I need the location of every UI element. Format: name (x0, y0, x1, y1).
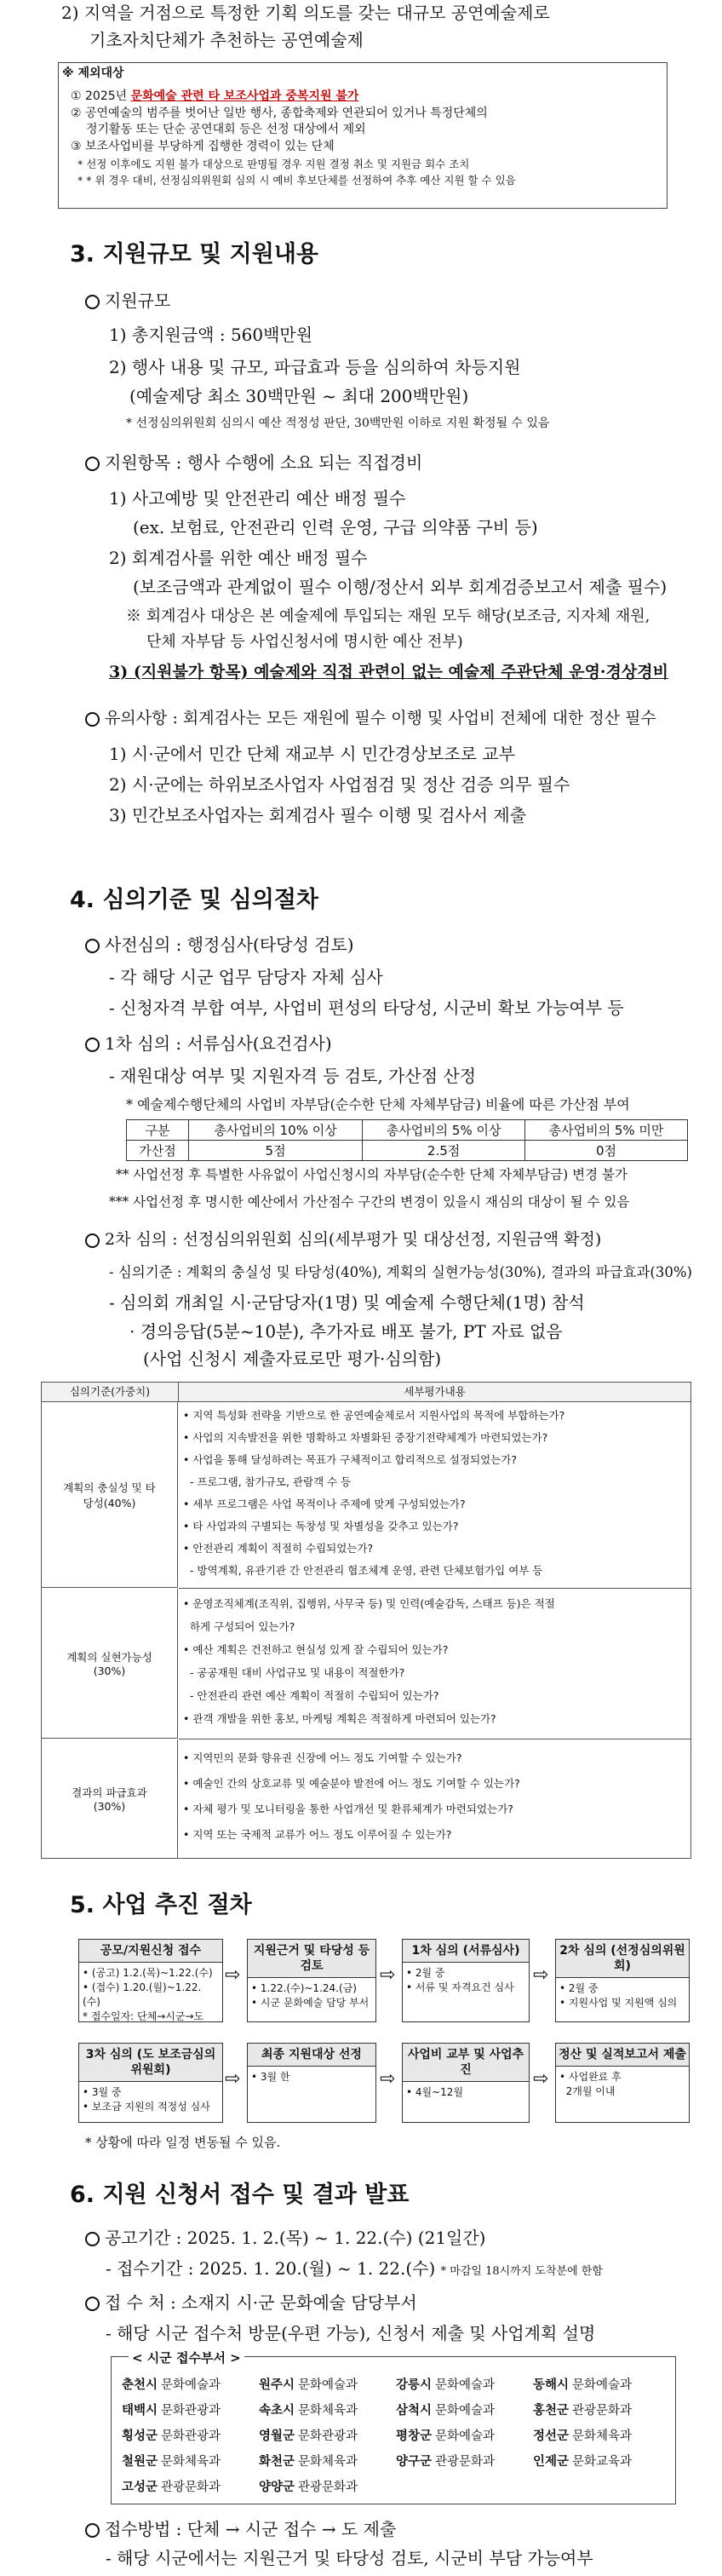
dept-name: 문화예술과 (161, 2378, 221, 2392)
dept-cell (396, 2452, 533, 2470)
bonus-cell-1: 5점 (189, 1141, 363, 1161)
caution-item-2: 2) 시·군에는 하위보조사업자 사업점검 및 정산 검증 의무 필수 (109, 774, 570, 795)
exclusion-item-2-line1: ② 공연예술의 범주를 벗어난 일반 행사, 종합축제와 연관되어 있거나 특정단체의 (71, 106, 488, 120)
criteria-line: • 관객 개발을 위한 홍보, 마케팅 계획은 적절하게 마련되어 있는가? (183, 1712, 496, 1725)
dept-cell (259, 2426, 396, 2444)
criteria-line: • 지역 특성화 전략을 기반으로 한 공연예술제로서 지원사업의 목적에 부합하는가? (183, 1409, 565, 1422)
criteria-line: • 예산 계획은 건전하고 현실성 있게 잘 수립되어 있는가? (183, 1643, 449, 1656)
dept-city: 태백시 (122, 2403, 158, 2418)
bonus-cell-3: 0점 (525, 1141, 688, 1161)
first-review-note-2: ** 사업선정 후 특별한 사유없이 사업신청시의 자부담(순수한 단체 자체부담금) 변경 불가 (116, 1167, 627, 1182)
dept-cell (533, 2426, 670, 2444)
bonus-header-3: 총사업비의 5% 미만 (525, 1120, 688, 1141)
step-line: 2개월 이내 (559, 2085, 616, 2097)
bonus-header-2: 총사업비의 5% 이상 (363, 1120, 525, 1141)
first-review-1: - 재원대상 여부 및 지원자격 등 검토, 가산점 산정 (109, 1066, 477, 1086)
second-review-1: - 심의기준 : 계획의 충실성 및 타당성(40%), 계획의 실현가능성(30%), 결과의 파급효과(30%) (109, 1264, 692, 1280)
pre-review-2: - 신청자격 부합 여부, 사업비 편성의 타당성, 시군비 확보 가능여부 등 (109, 998, 624, 1018)
dept-name: 문화교육과 (572, 2454, 633, 2469)
criteria-line: • 지역민의 문화 향유권 신장에 어느 정도 기여할 수 있는가? (183, 1751, 462, 1764)
step-line: • 보조금 지원의 적정성 심사 (83, 2101, 210, 2113)
dept-city: 인제군 (533, 2454, 570, 2469)
criteria-line: • 자체 평가 및 모니터링을 통한 사업개선 및 환류체계가 마련되었는가? (183, 1803, 513, 1815)
criteria-line: • 운영조직체계(조직위, 집행위, 사무국 등) 및 인력(예술감독, 스태프 등)은 적절 (183, 1597, 555, 1610)
criteria-line: • 지역 또는 국제적 교류가 어느 정도 이루어질 수 있는가? (183, 1828, 452, 1841)
exclusion-title: ※ 제외대상 (62, 66, 124, 80)
criteria-table (41, 1382, 691, 1859)
dept-cell (122, 2426, 259, 2444)
second-review-2: - 심의회 개최일 시·군담당자(1명) 및 예술제 수행단체(1명) 참석 (109, 1292, 585, 1313)
dept-city: 양구군 (396, 2454, 433, 2469)
dept-city: 횡성군 (122, 2429, 158, 2443)
caution-item-1: 1) 시·군에서 민간 단체 재교부 시 민간경상보조로 교부 (109, 744, 516, 764)
dept-row (122, 2473, 670, 2498)
dept-name: 문화관광과 (161, 2403, 221, 2418)
receipt-place-1: - 해당 시군 접수처 방문(우편 가능), 신청서 제출 및 사업계획 설명 (106, 2323, 596, 2343)
circle-bullet-icon (85, 2232, 100, 2246)
section-5-title: 5. 사업 추진 절차 (70, 1892, 252, 1918)
arrow-right-icon: ⇨ (533, 1964, 549, 1986)
caution-heading: 유의사항 : 회계검사는 모든 재원에 필수 이행 및 사업비 전체에 대한 정산 필수 (85, 707, 656, 729)
dept-cell (533, 2452, 670, 2470)
section-6-title: 6. 지원 신청서 접수 및 결과 발표 (70, 2182, 410, 2208)
dept-cell (122, 2375, 259, 2393)
dept-name: 문화예술과 (572, 2378, 633, 2392)
dept-row (122, 2422, 670, 2447)
criteria-line: - 프로그램, 참가규모, 관람객 수 등 (183, 1475, 352, 1488)
arrow-right-icon: ⇨ (380, 1964, 396, 1986)
exclusion-item-2-line2: 정기활동 또는 단순 공연대회 등은 선정 대상에서 제외 (86, 123, 366, 136)
bonus-header-0: 구분 (127, 1120, 189, 1141)
dept-cell (533, 2375, 670, 2393)
circle-bullet-icon (85, 712, 100, 727)
step-line: • 3월 한 (251, 2071, 290, 2083)
announce-period: 공고기간 : 2025. 1. 2.(목) ~ 1. 22.(수) (21일간) (85, 2227, 486, 2249)
pre-review-heading: 사전심의 : 행정심사(타당성 검토) (85, 934, 354, 956)
criteria-row-3-name: 결과의 파급효과(30%) (42, 1739, 178, 1858)
step-2-head: 지원근거 및 타당성 등 검토 (248, 1940, 375, 1978)
criteria-header-1: 심의기준(가중치) (42, 1383, 179, 1402)
dept-name: 문화체육과 (161, 2454, 221, 2469)
step-line: * 접수일자: 단체→시군→도 (83, 2010, 204, 2022)
arrow-right-icon: ⇨ (380, 2068, 396, 2090)
criteria-line: • 예술인 간의 상호교류 및 예술분야 발전에 어느 정도 기여할 수 있는가? (183, 1777, 520, 1790)
arrow-right-icon: ⇨ (533, 2068, 549, 2090)
dept-city: 원주시 (259, 2378, 295, 2392)
step-line: • 2월 중 (406, 1967, 445, 1979)
dept-city: 삼척시 (396, 2403, 433, 2418)
first-review-heading: 1차 심의 : 서류심사(요건검사) (85, 1032, 332, 1055)
circle-bullet-icon (85, 1038, 100, 1052)
criteria-line: • 안전관리 계획이 적절히 수립되었는가? (183, 1542, 374, 1555)
step-line: • (접수) 1.20.(월)~1.22.(수) (83, 1981, 202, 2008)
dept-name: 문화관광과 (161, 2429, 221, 2443)
dept-name: 관광문화과 (435, 2454, 496, 2469)
step-8-head: 정산 및 실적보고서 제출 (556, 2044, 689, 2067)
step-5 (78, 2043, 223, 2123)
step-5-head: 3차 심의 (도 보조금심의위원회) (79, 2044, 222, 2082)
support-item-1b: (ex. 보험료, 안전관리 인력 운영, 구급 의약품 구비 등) (133, 517, 538, 538)
dept-cell (259, 2401, 396, 2418)
dept-name: 관광문화과 (161, 2480, 221, 2494)
dept-cell (259, 2477, 396, 2495)
support-item-2: 2) 회계검사를 위한 예산 배정 필수 (109, 548, 368, 568)
step-line: • 2월 중 (559, 1982, 599, 1994)
support-item-2b: (보조금액과 관계없이 필수 이행/정산서 외부 회계검증보고서 제출 필수) (133, 577, 668, 597)
criteria-line: 하게 구성되어 있는가? (183, 1620, 295, 1633)
step-6-head: 최종 지원대상 선정 (248, 2044, 375, 2067)
step-6 (247, 2043, 376, 2123)
criteria-row-2-list (183, 1592, 689, 1730)
step-line: • (공고) 1.2.(목)~1.22.(수) (83, 1967, 213, 1979)
circle-bullet-icon (85, 2523, 100, 2538)
criteria-line: - 방역계획, 유관기관 간 안전관리 협조체계 운영, 관련 단체보험가입 여부 등 (183, 1564, 543, 1577)
support-item-2c-line2: 단체 자부담 등 사업신청서에 명시한 예산 전부) (146, 633, 463, 651)
scale-heading: 지원규모 (85, 290, 170, 312)
dept-city: 고성군 (122, 2480, 158, 2494)
receipt-period: - 접수기간 : 2025. 1. 20.(월) ~ 1. 22.(수) * 마감일 18시까지 도착분에 한함 (106, 2258, 603, 2279)
item-2-line2: 기초자치단체가 추천하는 공연예술제 (89, 30, 364, 50)
criteria-header-2: 세부평가내용 (179, 1383, 690, 1402)
scale-item-1: 1) 총지원금액 : 560백만원 (109, 325, 313, 345)
step-line: • 서류 및 자격요건 심사 (406, 1981, 514, 1993)
method: 접수방법 : 단체 → 시군 접수 → 도 제출 (85, 2518, 396, 2540)
circle-bullet-icon (85, 939, 100, 953)
step-line: • 사업완료 후 (559, 2071, 622, 2083)
support-item-3: 3) (지원불가 항목) 예술제와 직접 관련이 없는 예술제 주관단체 운영·경상경비 (109, 663, 668, 681)
step-7-head: 사업비 교부 및 사업추진 (403, 2044, 529, 2082)
dept-cell (259, 2452, 396, 2470)
scale-item-2: 2) 행사 내용 및 규모, 파급효과 등을 심의하여 차등지원 (109, 357, 521, 377)
dept-city: 영월군 (259, 2429, 295, 2443)
step-line: • 3월 중 (83, 2086, 122, 2098)
dept-grid (122, 2371, 670, 2498)
dept-cell (396, 2375, 533, 2393)
dept-city: 속초시 (259, 2403, 295, 2418)
caution-item-3: 3) 민간보조사업자는 회계검사 필수 이행 및 검사서 제출 (109, 805, 527, 825)
step-4 (555, 1939, 690, 2022)
step-7 (402, 2043, 530, 2123)
bonus-header-1: 총사업비의 10% 이상 (189, 1120, 363, 1141)
exclusion-box (58, 62, 668, 209)
dept-name: 관광문화과 (572, 2403, 633, 2418)
criteria-line: - 안전관리 관련 예산 계획이 적절히 수립되어 있는가? (183, 1689, 439, 1702)
step-3 (402, 1939, 530, 2022)
scale-note: * 선정심의위원회 심의시 예산 적정성 판단, 30백만원 이하로 지원 확정될 수 있음 (126, 417, 550, 430)
step-line: • 시군 문화예술 담당 부서 (251, 1997, 370, 2009)
dept-city: 홍천군 (533, 2403, 570, 2418)
step-8 (555, 2043, 690, 2123)
dept-cell (259, 2375, 396, 2393)
first-review-note: * 예술제수행단체의 사업비 자부담(순수한 단체 자체부담금) 비율에 따른 가산점 부여 (126, 1096, 630, 1113)
dept-title: < 시군 접수부서 > (129, 2349, 244, 2366)
criteria-row-3-list (183, 1745, 689, 1848)
bonus-cell-2: 2.5점 (363, 1141, 525, 1161)
items-heading: 지원항목 : 행사 수행에 소요 되는 직접경비 (85, 451, 422, 474)
dept-cell (396, 2401, 533, 2418)
criteria-row-2-name: 계획의 실현가능성(30%) (42, 1589, 178, 1739)
criteria-line: - 공공재원 대비 사업규모 및 내용이 적절한가? (183, 1666, 405, 1679)
dept-city: 춘천시 (122, 2378, 158, 2392)
dept-name: 문화예술과 (298, 2378, 358, 2392)
second-review-heading: 2차 심의 : 선정심의위원회 심의(세부평가 및 대상선정, 지원금액 확정) (85, 1228, 601, 1251)
method-1: - 해당 시군에서는 지원근거 및 타당성 검토, 시군비 부담 가능여부 (106, 2548, 593, 2568)
receipt-place: 접 수 처 : 소재지 시·군 문화예술 담당부서 (85, 2291, 417, 2314)
dept-row (122, 2447, 670, 2473)
bonus-cell-0: 가산점 (127, 1141, 189, 1161)
first-review-note-3: *** 사업선정 후 명시한 예산에서 가산점수 구간의 변경이 있을시 재심의 대상이 될 수 있음 (109, 1194, 630, 1210)
dept-name: 문화체육과 (298, 2454, 358, 2469)
process-note: * 상황에 따라 일정 변동될 수 있음. (85, 2135, 281, 2150)
dept-city: 양양군 (259, 2480, 295, 2494)
second-review-4: (사업 신청시 제출자료로만 평가·심의함) (143, 1348, 442, 1369)
support-item-2c-line1: ※ 회계검사 대상은 본 예술제에 투입되는 재원 모두 해당(보조금, 지자체 재원, (126, 607, 650, 625)
criteria-row-1-name: 계획의 충실성 및 타당성(40%) (42, 1402, 178, 1588)
criteria-line: • 사업을 통해 달성하려는 목표가 구체적이고 합리적으로 설정되었는가? (183, 1453, 517, 1466)
bonus-table (126, 1119, 688, 1161)
dept-cell (122, 2477, 259, 2495)
pre-review-1: - 각 해당 시군 업무 담당자 자체 심사 (109, 967, 383, 987)
dept-cell (533, 2401, 670, 2418)
item-2-line1: 2) 지역을 거점으로 특정한 기획 의도를 갖는 대규모 공연예술제로 (61, 3, 550, 23)
exclusion-note-1: * 선정 이후에도 지원 불가 대상으로 판명될 경우 지원 결정 취소 및 지원금 회수 조치 (77, 158, 470, 170)
step-line: • 4월~12월 (406, 2086, 464, 2098)
step-1-head: 공모/지원신청 접수 (79, 1940, 222, 1963)
circle-bullet-icon (85, 457, 100, 471)
exclusion-item-3: ③ 보조사업비를 부당하게 집행한 경력이 있는 단체 (71, 140, 335, 153)
dept-city: 철원군 (122, 2454, 158, 2469)
dept-city: 정선군 (533, 2429, 570, 2443)
circle-bullet-icon (85, 1233, 100, 1248)
dept-name: 문화관광과 (298, 2429, 358, 2443)
scale-item-2b: (예술제당 최소 30백만원 ~ 최대 200백만원) (129, 386, 469, 406)
step-line: • 지원사업 및 지원액 심의 (559, 1997, 678, 2009)
support-item-1: 1) 사고예방 및 안전관리 예산 배정 필수 (109, 488, 406, 509)
dept-row (122, 2371, 670, 2396)
criteria-line: • 세부 프로그램은 사업 목적이나 주제에 맞게 구성되었는가? (183, 1498, 466, 1510)
arrow-right-icon: ⇨ (225, 1964, 241, 1986)
dept-name: 문화예술과 (435, 2378, 496, 2392)
dept-city: 화천군 (259, 2454, 295, 2469)
circle-bullet-icon (85, 295, 100, 309)
step-line: • 1.22.(수)~1.24.(금) (251, 1982, 357, 1994)
dept-city: 평창군 (396, 2429, 433, 2443)
dept-name: 문화예술과 (435, 2429, 496, 2443)
dept-name: 문화예술과 (435, 2403, 496, 2418)
criteria-line: • 사업의 지속발전을 위한 명확하고 차별화된 중장기전략체계가 마련되었는가? (183, 1431, 548, 1444)
dept-row (122, 2396, 670, 2422)
step-3-head: 1차 심의 (서류심사) (403, 1940, 529, 1963)
circle-bullet-icon (85, 2297, 100, 2311)
dept-name: 문화체육과 (572, 2429, 633, 2443)
step-2 (247, 1939, 376, 2022)
exclusion-item-1: ① 2025년 문화예술 관련 타 보조사업과 중복지원 불가 (71, 89, 359, 103)
step-4-head: 2차 심의 (선정심의위원회) (556, 1940, 689, 1978)
dept-cell (122, 2452, 259, 2470)
dept-box (111, 2350, 676, 2504)
section-4-title: 4. 심의기준 및 심의절차 (70, 887, 318, 913)
dept-name: 관광문화과 (298, 2480, 358, 2494)
arrow-right-icon: ⇨ (225, 2068, 241, 2090)
criteria-line: • 타 사업과의 구별되는 독창성 및 차별성을 갖추고 있는가? (183, 1520, 459, 1532)
exclusion-note-2: * * 위 경우 대비, 선정심의위원회 심의 시 예비 후보단체를 선정하여 추후 예산 지원 할 수 있음 (77, 174, 516, 187)
dept-cell (122, 2401, 259, 2418)
criteria-row-1-list (183, 1405, 689, 1582)
dept-city: 동해시 (533, 2378, 570, 2392)
section-3-title: 3. 지원규모 및 지원내용 (70, 241, 318, 267)
second-review-3: · 경의응답(5분~10분), 추가자료 배포 불가, PT 자료 없음 (129, 1321, 563, 1342)
dept-city: 강릉시 (396, 2378, 433, 2392)
dept-name: 문화체육과 (298, 2403, 358, 2418)
step-1 (78, 1939, 223, 2022)
dept-cell (396, 2426, 533, 2444)
